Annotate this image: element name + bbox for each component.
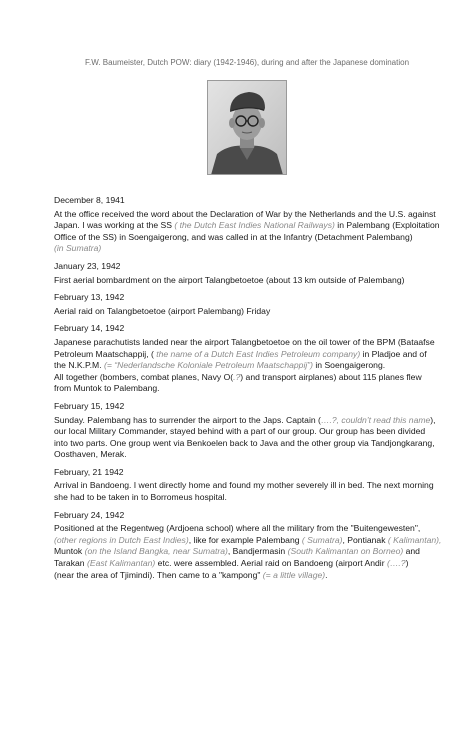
entry-line <box>54 306 438 318</box>
translator-note: (East Kalimantan) <box>86 558 156 569</box>
diary-entry <box>54 323 438 395</box>
entry-date: December 8, 1941 <box>54 195 125 205</box>
entry-body <box>54 306 438 318</box>
entry-line <box>54 209 438 221</box>
entry-body <box>54 337 438 395</box>
entry-text: our local Military Commander, stayed behind with a part of our group. Our group has been divided <box>54 426 426 437</box>
entry-date: February 15, 1942 <box>54 400 125 411</box>
entry-text: ) and transport airplanes) about 115 planes flew <box>240 371 422 382</box>
entry-line <box>54 232 438 244</box>
entry-line <box>54 558 438 570</box>
entry-date: February, 21 1942 <box>54 466 124 477</box>
entry-text: , Bandjermasin <box>227 546 288 557</box>
entry-text: in Pladjoe and of <box>360 348 427 359</box>
entry-text: Aerial raid on Talangbetoetoe (airport Palembang) Friday <box>54 305 271 316</box>
translator-note: (in Sumatra) <box>54 243 102 254</box>
entry-line <box>54 426 438 438</box>
translator-note: .? <box>233 371 241 382</box>
diary-entry <box>54 195 438 255</box>
translator-note: (on the Island Bangka, near Sumatra) <box>84 546 228 557</box>
entry-text: and <box>403 546 420 557</box>
entry-text: Japan. I was working at the SS <box>54 220 175 231</box>
translator-note: ( Kalimantan), <box>387 534 442 545</box>
entry-line <box>54 383 438 395</box>
entry-text: , like for example Palembang <box>188 534 302 545</box>
entry-text: Positioned at the Regentweg (Ardjoena school) where all the military from the "Buitengewesten", <box>54 523 421 534</box>
translator-note: ….?, couldn’t read this name <box>320 414 431 425</box>
entry-line <box>54 372 438 384</box>
entry-text: into two parts. One group went via Benkoelen back to Java and the other group via Tandjongkarang, <box>54 437 435 448</box>
entry-text: Tarakan <box>54 558 87 569</box>
entry-body <box>54 480 438 503</box>
entry-text: ), <box>430 414 436 425</box>
entry-date: January 23, 1942 <box>54 260 121 271</box>
entry-line <box>54 480 438 492</box>
translator-note: ( Sumatra) <box>301 534 343 545</box>
entry-line <box>54 570 438 582</box>
entry-line <box>54 534 442 547</box>
entry-text: in Soengaigerong. <box>312 360 386 371</box>
diary-entries <box>54 195 442 581</box>
entry-text: First aerial bombardment on the airport Talangbetoetoe (about 13 km outside of Palembang) <box>54 274 405 285</box>
diary-entry <box>54 509 442 582</box>
entry-body <box>54 275 438 287</box>
entry-body <box>54 209 438 255</box>
document-page <box>0 58 474 729</box>
translator-note: ( the Dutch East Indies National Railways) <box>174 220 335 231</box>
entry-body <box>54 415 438 461</box>
entry-text: , Pontianak <box>342 534 388 545</box>
entry-text: Oosthaven, Merak. <box>54 449 127 460</box>
entry-text: At the office received the word about the Declaration of War by the Netherlands and the U.S. against <box>54 208 436 219</box>
entry-line <box>54 523 438 535</box>
entry-line <box>54 492 438 504</box>
diary-entry <box>54 261 438 286</box>
entry-line <box>54 243 438 255</box>
entry-text: from Muntok to Palembang. <box>54 383 160 394</box>
entry-text: (near the area of Tjimindi). Then came to a "kampong" <box>54 569 263 580</box>
entry-text: Sunday. Palembang has to surrender the airport to the Japs. Captain ( <box>54 414 321 425</box>
entry-text: she had to be taken in to Borromeus hospital. <box>54 492 227 503</box>
translator-note: the name of a Dutch East Indies Petroleum company) <box>156 348 361 359</box>
entry-line <box>54 449 438 461</box>
entry-line <box>54 220 438 232</box>
entry-text: All together (bombers, combat planes, Navy O( <box>54 371 234 382</box>
diary-entry <box>54 401 438 461</box>
translator-note: (South Kalimantan on Borneo) <box>287 546 404 557</box>
translator-note: (….? <box>386 558 406 569</box>
entry-text: Muntok <box>54 546 85 557</box>
entry-text: Arrival in Bandoeng. I went directly home and found my mother severely ill in bed. The next morning <box>54 480 434 491</box>
entry-line <box>54 546 438 558</box>
entry-text: Petroleum Maatschappij, ( <box>54 348 157 359</box>
translator-note: (other regions in Dutch East Indies) <box>54 534 189 545</box>
entry-text: . <box>325 569 328 580</box>
entry-text: in Palembang (Exploitation <box>334 220 440 231</box>
entry-date: February 13, 1942 <box>54 292 125 303</box>
entry-text: Japanese parachutists landed near the airport Talangbetoetoe on the oil tower of the BPM (Bataafse <box>54 336 435 347</box>
entry-line <box>54 438 438 450</box>
entry-date: February 24, 1942 <box>54 509 125 520</box>
translator-note: (= “Nederlandsche Koloniale Petroleum Maatschappij”) <box>104 360 313 371</box>
portrait-photo-container <box>56 80 438 175</box>
entry-line <box>54 360 438 372</box>
entry-text: Office of the SS) in Soengaigerong, and was called in at the Infantry (Detachment Palembang) <box>54 231 413 242</box>
diary-entry <box>54 467 438 504</box>
entry-line <box>54 349 438 361</box>
entry-text: ) <box>405 558 409 569</box>
entry-line <box>54 415 438 427</box>
document-header: F.W. Baumeister, Dutch POW: diary (1942-1946), during and after the Japanese domination <box>84 58 410 67</box>
portrait-photo <box>207 80 287 175</box>
translator-note: (= a little village) <box>262 569 326 580</box>
entry-body <box>54 523 442 581</box>
entry-date: February 14, 1942 <box>54 323 125 334</box>
diary-entry <box>54 292 438 317</box>
entry-line <box>54 275 438 287</box>
entry-text: etc. were assembled. Aerial raid on Bandoeng (airport Andir <box>155 558 387 569</box>
entry-text: the N.K.P.M. <box>54 360 104 371</box>
entry-line <box>54 337 438 349</box>
